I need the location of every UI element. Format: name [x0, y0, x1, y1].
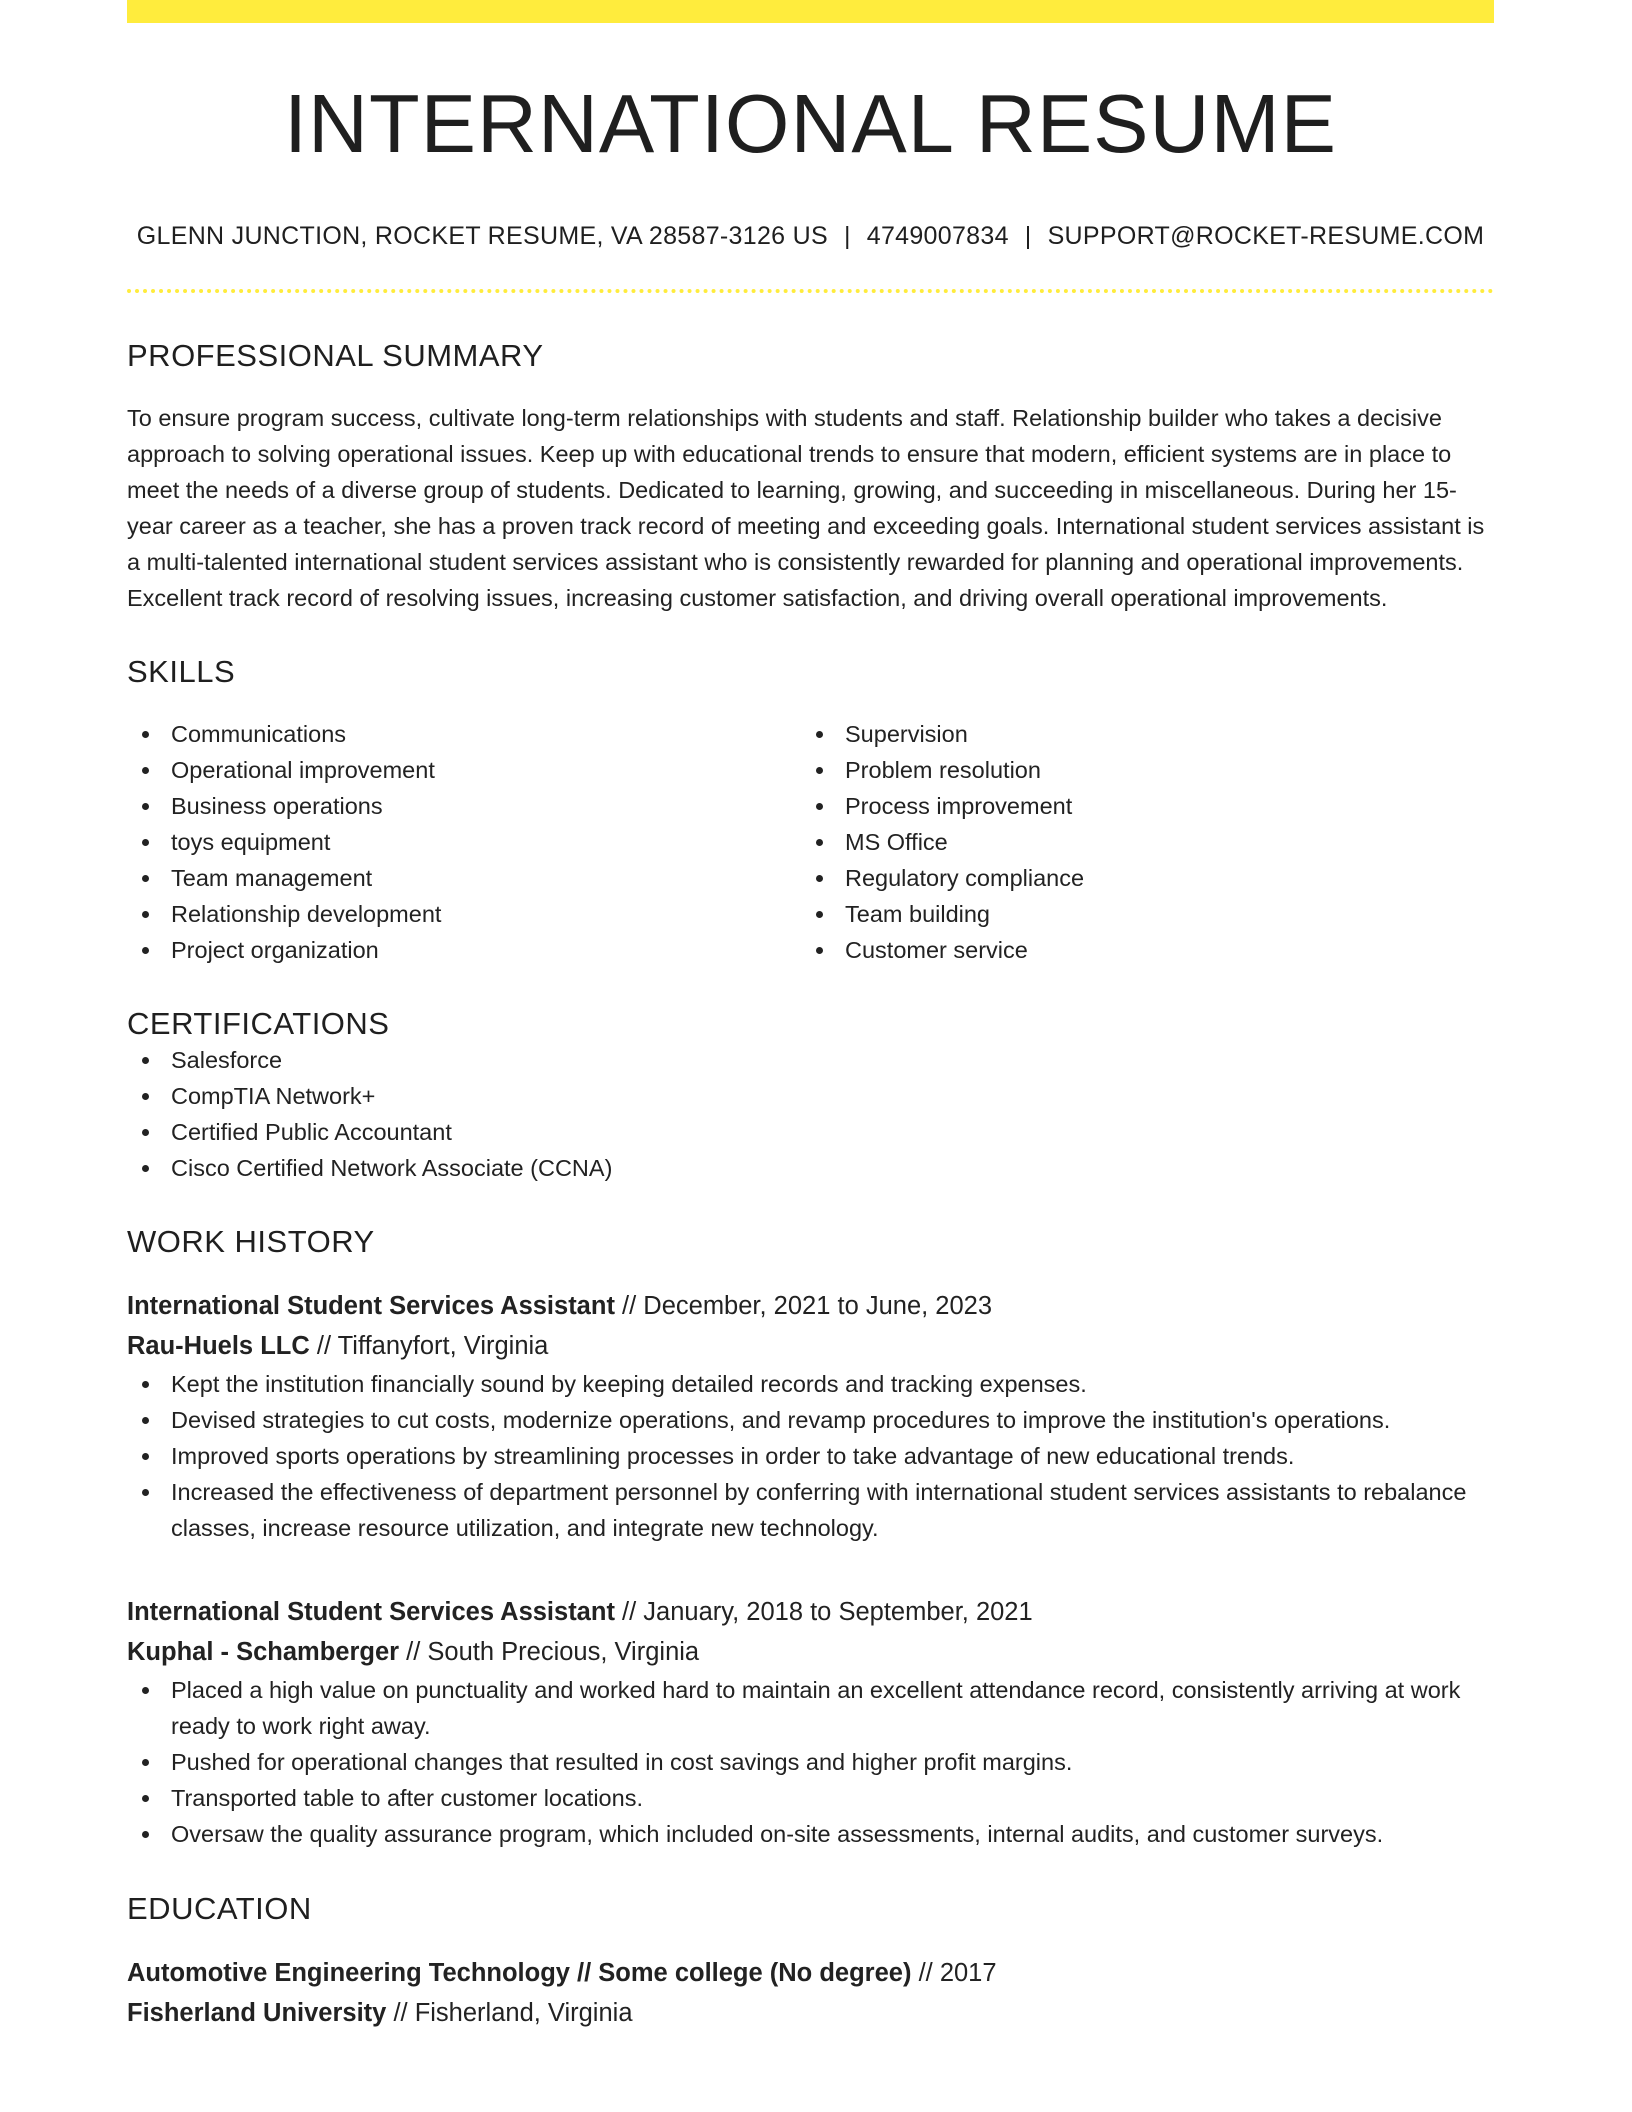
job-duties-list	[127, 1366, 1494, 1546]
job-dates: // December, 2021 to June, 2023	[622, 1292, 993, 1321]
resume-page	[127, 0, 1494, 2033]
job-duty-item: Increased the effectiveness of department personnel by conferring with international student services assistants to rebalance classes, increase resource utilization, and integrate new technology.	[127, 1474, 1494, 1546]
job-duties-list	[127, 1672, 1494, 1852]
job-duty-item: Transported table to after customer locations.	[127, 1780, 1494, 1816]
job-duty-item: Devised strategies to cut costs, modernize operations, and revamp procedures to improve the institution's operations.	[127, 1402, 1494, 1438]
job-dates: // January, 2018 to September, 2021	[622, 1598, 1033, 1627]
job-duty-item: Oversaw the quality assurance program, which included on-site assessments, internal audits, and customer surveys.	[127, 1816, 1494, 1852]
section-title-summary: PROFESSIONAL SUMMARY	[127, 338, 544, 374]
job-position: International Student Services Assistant	[127, 1292, 615, 1321]
job-company-line	[127, 1632, 1494, 1672]
contact-line	[127, 222, 1494, 251]
job-duty-item: Improved sports operations by streamlining processes in order to take advantage of new educational trends.	[127, 1438, 1494, 1474]
skills-grid	[127, 716, 1494, 968]
education-school-line	[127, 1993, 1494, 2033]
contact-separator: |	[843, 222, 851, 251]
job-title-line	[127, 1592, 1494, 1632]
accent-top-bar	[127, 0, 1494, 23]
job-title-line	[127, 1286, 1494, 1326]
skill-item: Business operations	[127, 788, 801, 824]
skill-item: Team management	[127, 860, 801, 896]
contact-email: SUPPORT@ROCKET-RESUME.COM	[1047, 222, 1485, 251]
job-location: // Tiffanyfort, Virginia	[316, 1332, 549, 1361]
summary-paragraph: To ensure program success, cultivate long-term relationships with students and staff. Relationship builder who takes a decisive approach to solving operational issues. Keep up with educational trends to ensure that modern, efficient systems are in place to meet the needs of a diverse group of students. Dedicated to learning, growing, and succeeding in miscellaneous. During her 15-year career as a teacher, she has a proven track record of meeting and exceeding goals. International student services assistant is a multi-talented international student services assistant who is consistently rewarded for planning and operational improvements. Excellent track record of resolving issues, increasing customer satisfaction, and driving overall operational improvements.	[127, 405, 1485, 612]
certification-item: Salesforce	[127, 1042, 1494, 1078]
skills-list-right	[801, 716, 1475, 968]
skill-item: Project organization	[127, 932, 801, 968]
skill-item: Operational improvement	[127, 752, 801, 788]
job-company: Kuphal - Schamberger	[127, 1638, 400, 1667]
certification-item: Cisco Certified Network Associate (CCNA)	[127, 1150, 1494, 1186]
resume-title: INTERNATIONAL RESUME	[283, 77, 1337, 170]
education-degree: Automotive Engineering Technology // Some college (No degree)	[127, 1959, 912, 1988]
education-year: // 2017	[918, 1959, 997, 1988]
skill-item: toys equipment	[127, 824, 801, 860]
section-title-education: EDUCATION	[127, 1891, 312, 1927]
job-company-line	[127, 1326, 1494, 1366]
education-school: Fisherland University	[127, 1999, 387, 2028]
skills-list-left	[127, 716, 801, 968]
job-company: Rau-Huels LLC	[127, 1332, 310, 1361]
certifications-list	[127, 1042, 1494, 1186]
section-title-skills: SKILLS	[127, 654, 236, 690]
dotted-divider	[127, 289, 1494, 293]
certification-item: CompTIA Network+	[127, 1078, 1494, 1114]
skill-item: Relationship development	[127, 896, 801, 932]
skill-item: Process improvement	[801, 788, 1475, 824]
section-title-work-history: WORK HISTORY	[127, 1224, 375, 1260]
education-degree-line	[127, 1953, 1494, 1993]
job-location: // South Precious, Virginia	[406, 1638, 700, 1667]
skill-item: Customer service	[801, 932, 1475, 968]
contact-separator: |	[1024, 222, 1032, 251]
job-duty-item: Pushed for operational changes that resulted in cost savings and higher profit margins.	[127, 1744, 1494, 1780]
skill-item: Problem resolution	[801, 752, 1475, 788]
contact-phone: 4749007834	[866, 222, 1009, 251]
section-title-certifications: CERTIFICATIONS	[127, 1006, 390, 1042]
skill-item: Communications	[127, 716, 801, 752]
skill-item: Regulatory compliance	[801, 860, 1475, 896]
education-location: // Fisherland, Virginia	[393, 1999, 633, 2028]
skill-item: MS Office	[801, 824, 1475, 860]
certification-item: Certified Public Accountant	[127, 1114, 1494, 1150]
skill-item: Supervision	[801, 716, 1475, 752]
job-duty-item: Placed a high value on punctuality and worked hard to maintain an excellent attendance record, consistently arriving at work ready to work right away.	[127, 1672, 1494, 1744]
job-duty-item: Kept the institution financially sound by keeping detailed records and tracking expenses.	[127, 1366, 1494, 1402]
contact-address: GLENN JUNCTION, ROCKET RESUME, VA 28587-3126 US	[136, 222, 828, 251]
skill-item: Team building	[801, 896, 1475, 932]
job-position: International Student Services Assistant	[127, 1598, 615, 1627]
